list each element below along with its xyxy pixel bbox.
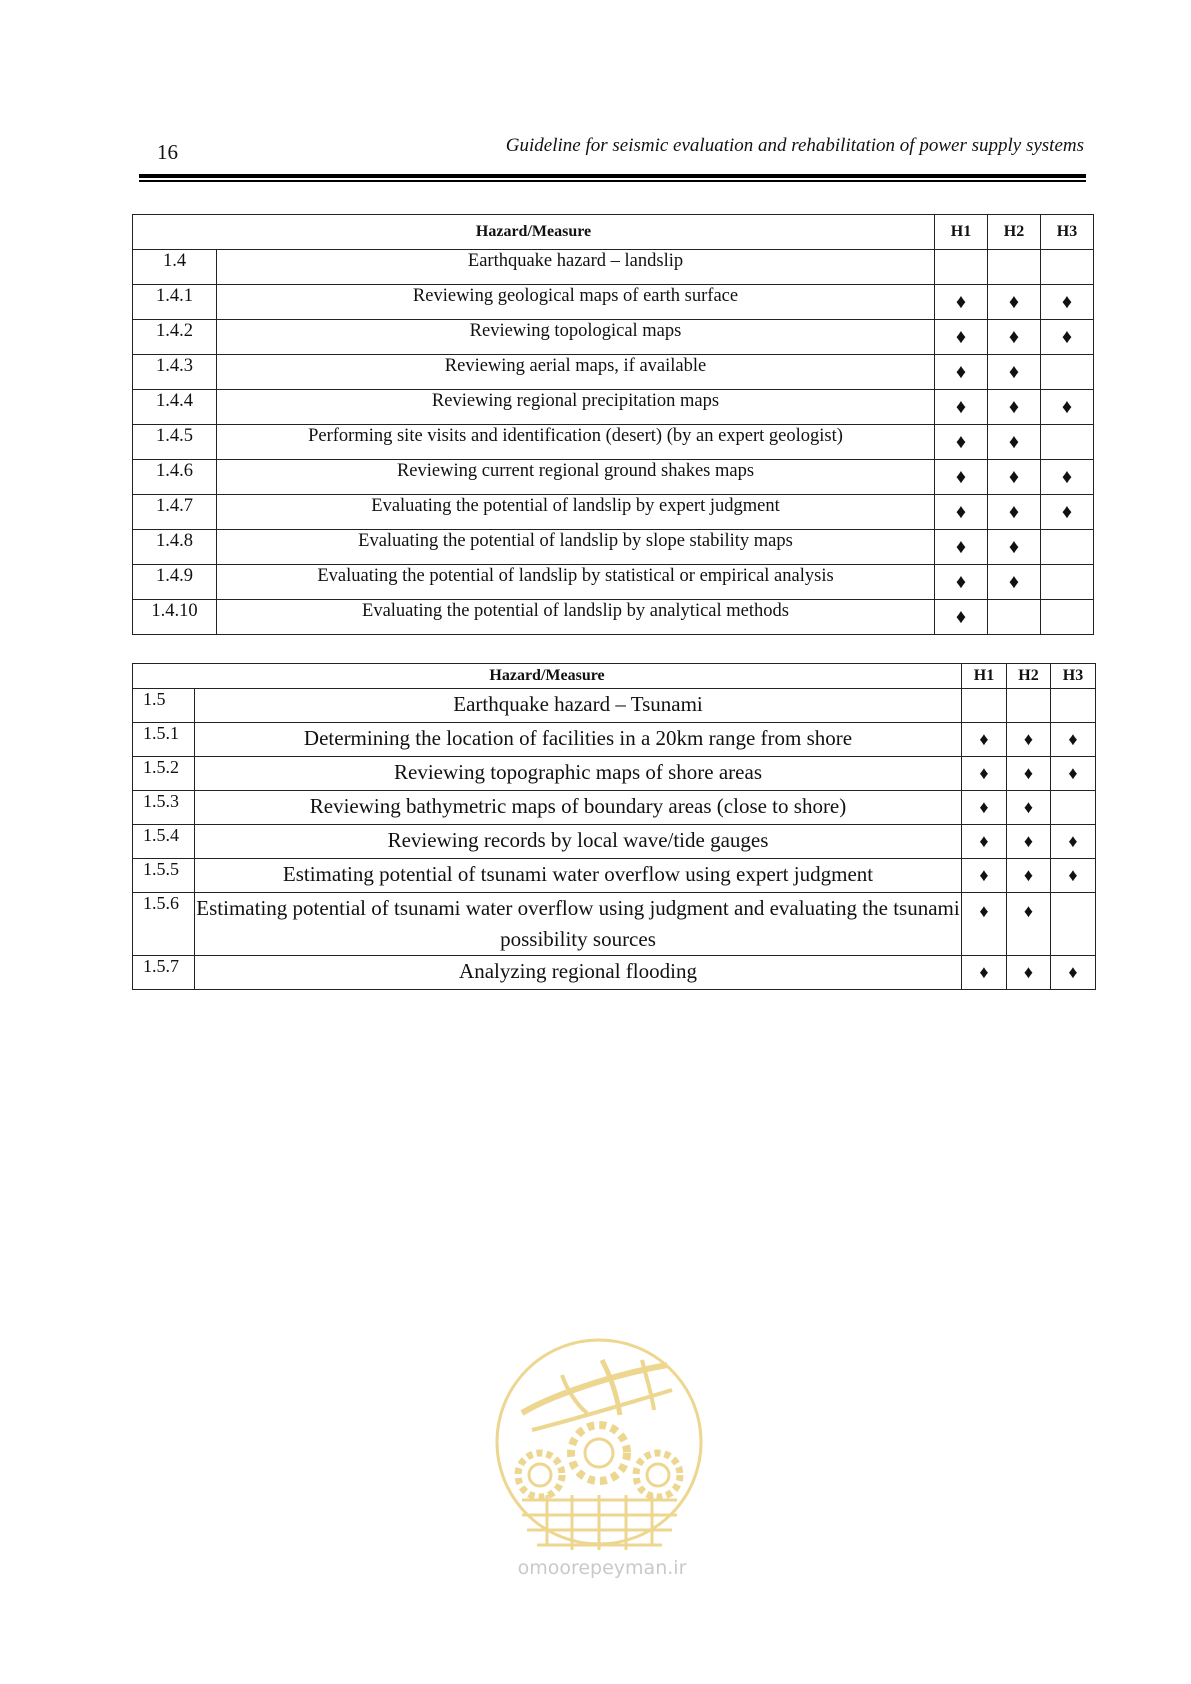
measure-description: Reviewing geological maps of earth surface	[217, 285, 935, 320]
item-number: 1.4.8	[133, 530, 217, 565]
h1-level-mark: ♦	[935, 285, 988, 320]
table-row	[133, 757, 1096, 791]
measure-description: Earthquake hazard – landslip	[217, 250, 935, 285]
column-header-h3: H3	[1041, 215, 1094, 250]
measure-description: Evaluating the potential of landslip by slope stability maps	[217, 530, 935, 565]
table-row	[133, 250, 1094, 285]
h2-level-mark: ♦	[988, 320, 1041, 355]
h1-level-mark: ♦	[935, 460, 988, 495]
measure-description: Earthquake hazard – Tsunami	[195, 689, 962, 723]
h1-level-mark: ♦	[935, 425, 988, 460]
item-number: 1.4.6	[133, 460, 217, 495]
item-number: 1.5.1	[133, 723, 195, 757]
h3-level-mark	[1041, 565, 1094, 600]
header-rule-thin	[139, 180, 1086, 182]
page-number: 16	[157, 140, 178, 164]
column-header-h1: H1	[962, 664, 1007, 689]
column-header-h1: H1	[935, 215, 988, 250]
table-row	[133, 825, 1096, 859]
h1-level-mark: ♦	[962, 893, 1007, 956]
header-rule	[139, 174, 1086, 178]
h1-level-mark	[962, 689, 1007, 723]
measure-description: Performing site visits and identification (desert) (by an expert geologist)	[217, 425, 935, 460]
h3-level-mark: ♦	[1051, 956, 1096, 990]
item-number: 1.5.6	[133, 893, 195, 956]
table-row	[133, 859, 1096, 893]
h3-level-mark: ♦	[1041, 495, 1094, 530]
table-row	[133, 390, 1094, 425]
h3-level-mark	[1051, 893, 1096, 956]
h2-level-mark: ♦	[1007, 791, 1051, 825]
measure-description: Reviewing regional precipitation maps	[217, 390, 935, 425]
h3-level-mark	[1041, 250, 1094, 285]
table-row	[133, 355, 1094, 390]
measure-description: Reviewing aerial maps, if available	[217, 355, 935, 390]
item-number: 1.4.5	[133, 425, 217, 460]
item-number: 1.4.3	[133, 355, 217, 390]
table-row	[133, 425, 1094, 460]
item-number: 1.5.2	[133, 757, 195, 791]
h2-level-mark: ♦	[988, 460, 1041, 495]
h3-level-mark: ♦	[1051, 757, 1096, 791]
table-row	[133, 320, 1094, 355]
tsunami-measures-table	[132, 663, 1096, 990]
h3-level-mark	[1041, 600, 1094, 635]
table-row	[133, 495, 1094, 530]
measure-description: Reviewing topological maps	[217, 320, 935, 355]
item-number: 1.4.1	[133, 285, 217, 320]
table-header-row	[133, 215, 1094, 250]
h1-level-mark: ♦	[962, 956, 1007, 990]
column-header-h2: H2	[988, 215, 1041, 250]
h2-level-mark: ♦	[1007, 893, 1051, 956]
landslip-table-body	[133, 250, 1094, 635]
h2-level-mark: ♦	[1007, 757, 1051, 791]
column-header-measure: Hazard/Measure	[133, 215, 935, 250]
measure-description: Evaluating the potential of landslip by statistical or empirical analysis	[217, 565, 935, 600]
h3-level-mark	[1051, 791, 1096, 825]
item-number: 1.5	[133, 689, 195, 723]
item-number: 1.5.7	[133, 956, 195, 990]
h3-level-mark	[1041, 355, 1094, 390]
item-number: 1.4.9	[133, 565, 217, 600]
table-row	[133, 893, 1096, 956]
table-row	[133, 565, 1094, 600]
table-row	[133, 460, 1094, 495]
h3-level-mark: ♦	[1041, 320, 1094, 355]
h2-level-mark: ♦	[988, 425, 1041, 460]
h1-level-mark: ♦	[935, 600, 988, 635]
table-row	[133, 791, 1096, 825]
h1-level-mark: ♦	[962, 859, 1007, 893]
watermark-site: omoorepeyman.ir	[517, 1557, 687, 1579]
h1-level-mark: ♦	[935, 320, 988, 355]
h2-level-mark: ♦	[1007, 825, 1051, 859]
measure-description: Reviewing current regional ground shakes maps	[217, 460, 935, 495]
landslip-measures-table	[132, 214, 1094, 635]
h1-level-mark: ♦	[935, 530, 988, 565]
measure-description: Estimating potential of tsunami water overflow using judgment and evaluating the tsunami possibility sources	[195, 893, 962, 956]
item-number: 1.5.4	[133, 825, 195, 859]
h2-level-mark: ♦	[988, 495, 1041, 530]
h2-level-mark: ♦	[988, 355, 1041, 390]
measure-description: Analyzing regional flooding	[195, 956, 962, 990]
measure-description: Evaluating the potential of landslip by expert judgment	[217, 495, 935, 530]
h1-level-mark: ♦	[962, 723, 1007, 757]
h1-level-mark: ♦	[935, 390, 988, 425]
table-row	[133, 600, 1094, 635]
h2-level-mark: ♦	[1007, 723, 1051, 757]
h2-level-mark: ♦	[1007, 859, 1051, 893]
item-number: 1.5.5	[133, 859, 195, 893]
running-title: Guideline for seismic evaluation and rehabilitation of power supply systems	[505, 135, 1084, 156]
h2-level-mark: ♦	[1007, 956, 1051, 990]
h1-level-mark: ♦	[962, 791, 1007, 825]
h2-level-mark: ♦	[988, 565, 1041, 600]
h2-level-mark: ♦	[988, 285, 1041, 320]
table-row	[133, 723, 1096, 757]
item-number: 1.4.10	[133, 600, 217, 635]
item-number: 1.4	[133, 250, 217, 285]
measure-description: Reviewing bathymetric maps of boundary areas (close to shore)	[195, 791, 962, 825]
table-header-row	[133, 664, 1096, 689]
h3-level-mark: ♦	[1041, 390, 1094, 425]
h1-level-mark	[935, 250, 988, 285]
h1-level-mark: ♦	[935, 355, 988, 390]
measure-description: Reviewing topographic maps of shore areas	[195, 757, 962, 791]
h3-level-mark: ♦	[1041, 460, 1094, 495]
tsunami-table-body	[133, 689, 1096, 990]
measure-description: Estimating potential of tsunami water overflow using expert judgment	[195, 859, 962, 893]
h3-level-mark	[1041, 530, 1094, 565]
measure-description: Determining the location of facilities in a 20km range from shore	[195, 723, 962, 757]
h2-level-mark: ♦	[988, 530, 1041, 565]
column-header-h3: H3	[1051, 664, 1096, 689]
h3-level-mark: ♦	[1041, 285, 1094, 320]
item-number: 1.4.7	[133, 495, 217, 530]
h3-level-mark: ♦	[1051, 723, 1096, 757]
watermark-logo	[492, 1335, 707, 1605]
table-row	[133, 285, 1094, 320]
item-number: 1.4.2	[133, 320, 217, 355]
h1-level-mark: ♦	[962, 757, 1007, 791]
h2-level-mark: ♦	[988, 390, 1041, 425]
h3-level-mark	[1041, 425, 1094, 460]
item-number: 1.5.3	[133, 791, 195, 825]
h2-level-mark	[1007, 689, 1051, 723]
column-header-h2: H2	[1007, 664, 1051, 689]
column-header-measure: Hazard/Measure	[133, 664, 962, 689]
h1-level-mark: ♦	[935, 565, 988, 600]
table-row	[133, 530, 1094, 565]
h2-level-mark	[988, 600, 1041, 635]
h3-level-mark: ♦	[1051, 825, 1096, 859]
h3-level-mark: ♦	[1051, 859, 1096, 893]
h2-level-mark	[988, 250, 1041, 285]
h3-level-mark	[1051, 689, 1096, 723]
item-number: 1.4.4	[133, 390, 217, 425]
table-row	[133, 689, 1096, 723]
h1-level-mark: ♦	[935, 495, 988, 530]
measure-description: Evaluating the potential of landslip by analytical methods	[217, 600, 935, 635]
measure-description: Reviewing records by local wave/tide gauges	[195, 825, 962, 859]
h1-level-mark: ♦	[962, 825, 1007, 859]
table-row	[133, 956, 1096, 990]
